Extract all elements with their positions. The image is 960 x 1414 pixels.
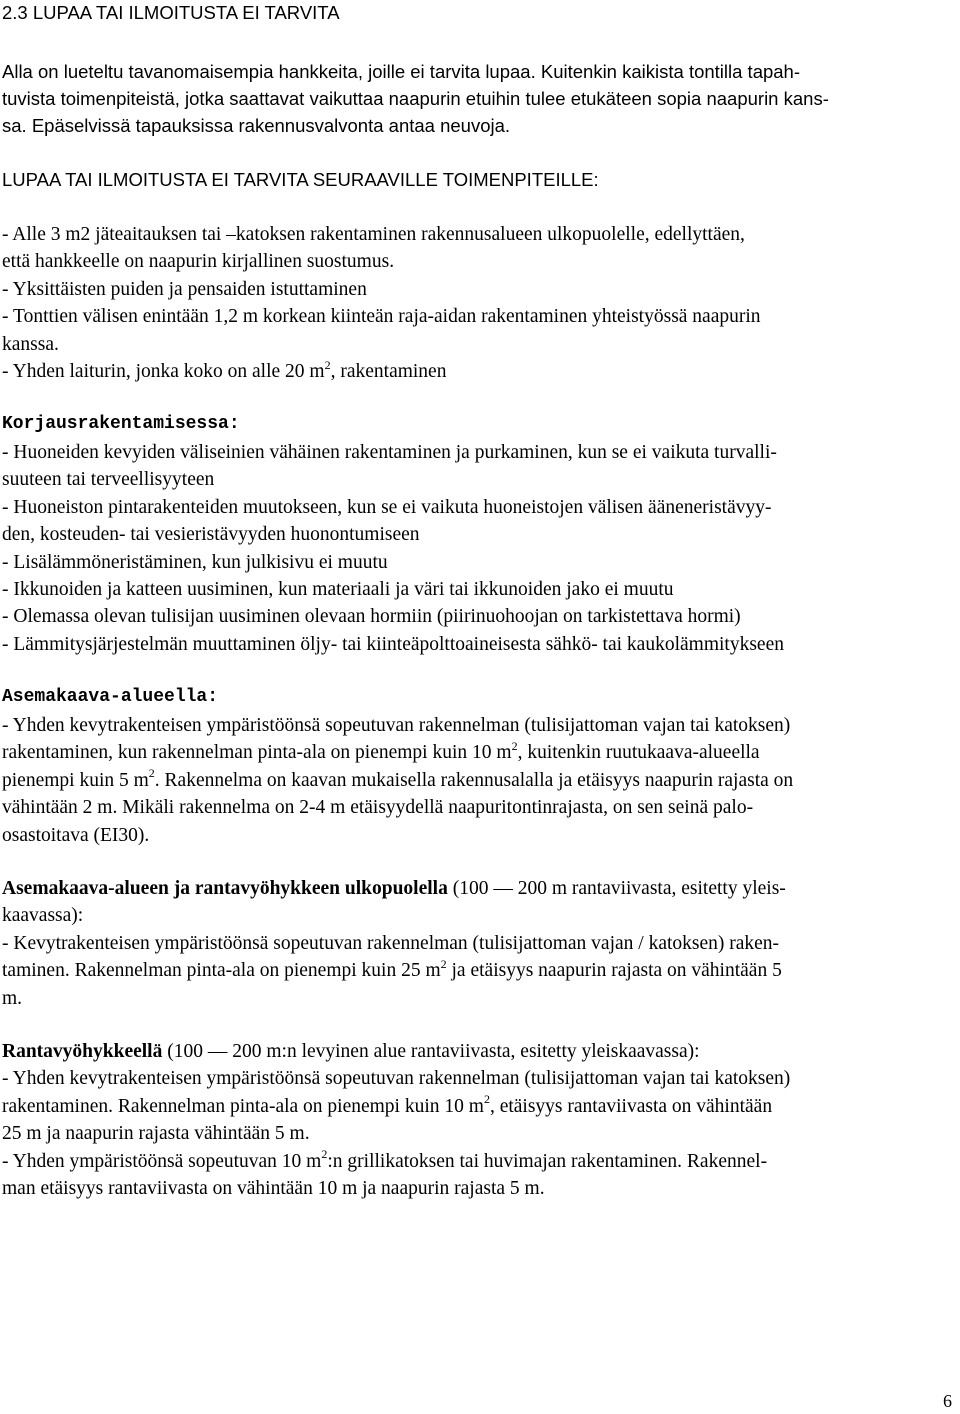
list-line: man etäisyys rantaviivasta on vähintään 10 m ja naapurin rajasta 5 m. — [2, 1178, 545, 1200]
text-run: , etäisyys rantaviivasta on vähintään — [489, 1095, 773, 1117]
list-line: suuteen tai terveellisyyteen — [2, 469, 215, 491]
list-line: - Yhden kevytrakenteisen ympäristöönsä sopeutuvan rakennelman (tulisijattoman vajan tai katoksen) — [2, 1068, 791, 1090]
list-line — [2, 767, 960, 794]
list-line — [2, 1148, 960, 1175]
list-line: - Lämmitysjärjestelmän muuttaminen öljy- tai kiinteäpolttoaineisesta sähkö- tai kaukolämmitykseen — [2, 633, 784, 655]
intro-line: Alla on lueteltu tavanomaisempia hankkeita, joille ei tarvita lupaa. Kuitenkin kaikista tontilla tapah- — [2, 61, 801, 82]
section-heading: 2.3 LUPAA TAI ILMOITUSTA EI TARVITA — [2, 2, 340, 23]
list-line: - Kevytrakenteisen ympäristöönsä sopeutuvan rakennelman (tulisijattoman vajan / katoksen) raken- — [2, 932, 780, 954]
text-run: . Rakennelma on kaavan mukaisella rakennusalalla ja etäisyys naapurin rajasta on — [154, 769, 794, 791]
asemakaava-section — [2, 683, 960, 849]
text-run: rakentaminen. Rakennelman pinta-ala on pienempi kuin 10 m — [2, 1095, 484, 1117]
list-line: - Yksittäisten puiden ja pensaiden istuttaminen — [2, 278, 367, 300]
text-run: pienempi kuin 5 m — [2, 769, 149, 791]
list-line — [2, 1093, 960, 1120]
intro-line: sa. Epäselvissä tapauksissa rakennusvalvonta antaa neuvoja. — [2, 115, 511, 136]
text-run: :n grillikatoksen tai huvimajan rakentaminen. Rakennel- — [327, 1150, 768, 1172]
general-list — [2, 221, 952, 385]
list-line: - Olemassa olevan tulisijan uusiminen olevaan hormiin (piirinuohoojan on tarkistettava hormi) — [2, 606, 741, 628]
intro-line: tuvista toimenpiteistä, jotka saattavat vaikuttaa naapurin etuihin tulee etukäteen sopia naapurin kans- — [2, 88, 829, 109]
list-line: että hankkeelle on naapurin kirjallinen suostumus. — [2, 251, 395, 273]
ulkopuolella-title: Asemakaava-alueen ja rantavyöhykkeen ulkopuolella — [2, 878, 448, 899]
rantavyohyke-title: Rantavyöhykkeellä — [2, 1041, 163, 1062]
rantavyohyke-section — [2, 1038, 960, 1202]
list-line: - Alle 3 m2 jäteaitauksen tai –katoksen rakentaminen rakennusalueen ulkopuolelle, edellyttäen, — [2, 224, 745, 245]
text-run: , rakentaminen — [330, 361, 447, 383]
section-title-line — [2, 875, 960, 902]
superscript: 2 — [511, 738, 518, 753]
text-run: , kuitenkin ruutukaava-alueella — [517, 742, 760, 764]
list-line: - Lisälämmöneristäminen, kun julkisivu ei muutu — [2, 551, 388, 573]
list-line — [2, 358, 952, 385]
list-line: - Tonttien välisen enintään 1,2 m korkean kiinteän raja-aidan rakentaminen yhteistyössä naapurin — [2, 306, 761, 328]
caps-title: LUPAA TAI ILMOITUSTA EI TARVITA SEURAAVILLE TOIMENPITEILLE: — [2, 169, 599, 190]
page-number: 6 — [943, 1391, 952, 1411]
superscript: 2 — [440, 956, 447, 971]
superscript: 2 — [483, 1092, 490, 1107]
section-title-line — [2, 1038, 960, 1065]
list-line: 25 m ja naapurin rajasta vähintään 5 m. — [2, 1123, 310, 1145]
text-run: ja etäisyys naapurin rajasta on vähintään 5 — [446, 960, 782, 982]
list-line: kanssa. — [2, 333, 59, 355]
text-run: - Yhden ympäristöönsä sopeutuvan 10 m — [2, 1150, 322, 1172]
list-line: - Huoneiden kevyiden väliseinien vähäinen rakentaminen ja purkaminen, kun se ei vaikuta turvalli- — [2, 442, 777, 463]
list-line: - Huoneiston pintarakenteiden muutokseen, kun se ei vaikuta huoneistojen välisen ääneneristävyy- — [2, 496, 772, 518]
ulkopuolella-section — [2, 875, 960, 1012]
list-line: - Ikkunoiden ja katteen uusiminen, kun materiaali ja väri tai ikkunoiden jako ei muutu — [2, 579, 674, 601]
asemakaava-title: Asemakaava-alueella: — [2, 687, 219, 707]
text-run: (100 — 200 m:n levyinen alue rantaviivasta, esitetty yleiskaavassa): — [162, 1041, 700, 1062]
list-line: den, kosteuden- tai vesieristävyyden huonontumiseen — [2, 524, 420, 546]
superscript: 2 — [324, 357, 331, 372]
korjaus-title: Korjausrakentamisessa: — [2, 414, 240, 434]
superscript: 2 — [321, 1147, 328, 1162]
list-line: vähintään 2 m. Mikäli rakennelma on 2-4 m etäisyydellä naapuritontinrajasta, on sen seinä palo- — [2, 797, 754, 819]
list-line: osastoitava (EI30). — [2, 824, 150, 846]
superscript: 2 — [148, 766, 155, 781]
text-run: taminen. Rakennelman pinta-ala on pienempi kuin 25 m — [2, 960, 441, 982]
list-line — [2, 739, 960, 766]
korjaus-section — [2, 410, 960, 658]
text-run: - Yhden laiturin, jonka koko on alle 20 m — [2, 361, 325, 383]
text-run: rakentaminen, kun rakennelman pinta-ala on pienempi kuin 10 m — [2, 742, 512, 764]
intro-paragraph — [2, 58, 952, 139]
list-line: - Yhden kevytrakenteisen ympäristöönsä sopeutuvan rakennelman (tulisijattoman vajan tai katoksen) — [2, 715, 791, 736]
list-line: kaavassa): — [2, 905, 84, 927]
text-run: (100 — 200 m rantaviivasta, esitetty yleis- — [447, 878, 786, 899]
list-line: m. — [2, 987, 23, 1009]
list-line — [2, 957, 960, 984]
